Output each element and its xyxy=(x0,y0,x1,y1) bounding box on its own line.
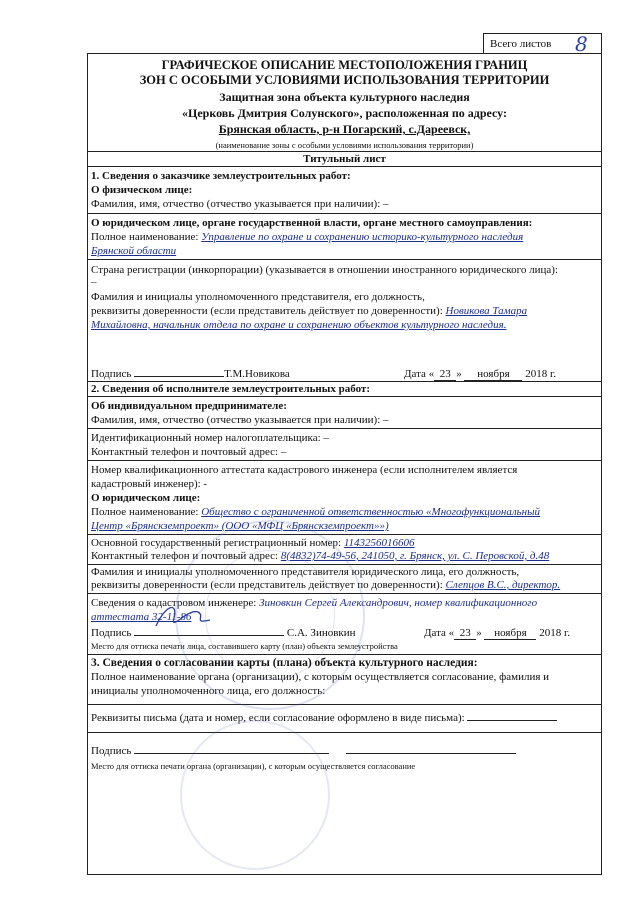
section1-individual-heading: О физическом лице: xyxy=(91,184,193,196)
section2-rep-value: Слепцов В.С., директор. xyxy=(445,579,561,591)
date-open: Дата « xyxy=(404,368,435,380)
total-sheets-box xyxy=(483,33,602,54)
date-day: 23 xyxy=(454,627,476,640)
section2-engineer-value: Зиновкин Сергей Александрович, номер квалификационного xyxy=(259,597,538,609)
section1-date xyxy=(404,368,556,381)
section2-contacts: Контактный телефон и почтовый адрес: – xyxy=(91,446,287,458)
seal-stamp-inner xyxy=(205,550,335,680)
date-year: 2018 г. xyxy=(539,627,570,639)
section2-full-name-value-cont: Центр «Брянскземпроект» (ООО «МФЦ «Брянскземпроект»») xyxy=(91,520,389,532)
section1-country-value: – xyxy=(91,276,97,288)
section2-contact-value: 8(4832)74-49-56, 241050, г. Брянск, ул. С. Перовской, д.48 xyxy=(280,550,550,562)
date-month: ноября xyxy=(484,627,536,640)
title-line-2: ЗОН С ОСОБЫМИ УСЛОВИЯМИ ИСПОЛЬЗОВАНИЯ ТЕРРИТОРИИ xyxy=(139,73,550,87)
section2-rep-line2-text: реквизиты доверенности (если представитель действует по доверенности): xyxy=(91,579,443,591)
divider xyxy=(87,213,602,214)
section2-heading: 2. Сведения об исполнителе землеустроительных работ: xyxy=(91,383,371,395)
section1-signature-line xyxy=(134,376,224,377)
section1-legal-heading: О юридическом лице, органе государственной власти, органе местного самоуправления: xyxy=(91,217,533,229)
section1-rep-value: Новикова Тамара xyxy=(445,305,528,317)
section2-ogrn-value: 1143256016606 xyxy=(343,537,415,549)
section2-signature-name: С.А. Зиновкин xyxy=(286,627,356,639)
divider xyxy=(87,259,602,260)
date-mid: » xyxy=(456,368,462,380)
divider xyxy=(87,396,602,397)
divider xyxy=(87,381,602,382)
divider xyxy=(87,732,602,733)
section1-full-name-value-cont: Брянской области xyxy=(91,245,177,257)
title-line-4: «Церковь Дмитрия Солунского», расположенная по адресу: xyxy=(182,106,507,120)
section2-engineer-label: Сведения о кадастровом инженере: xyxy=(91,597,257,609)
total-sheets-value: 8 xyxy=(575,32,588,56)
section1-signature-name: Т.М.Новикова xyxy=(224,368,290,380)
title-sheet-heading: Титульный лист xyxy=(303,153,386,165)
date-open: Дата « xyxy=(424,627,455,639)
section1-country-label: Страна регистрации (инкорпорации) (указывается в отношении иностранного юридического лица): xyxy=(91,264,558,276)
seal-stamp-2 xyxy=(180,720,330,870)
title-line-1: ГРАФИЧЕСКОЕ ОПИСАНИЕ МЕСТОПОЛОЖЕНИЯ ГРАНИЦ xyxy=(161,58,528,72)
section2-full-name xyxy=(91,506,540,518)
section3-org-line1: Полное наименование органа (организации), с которым осуществляется согласование, фамилия и xyxy=(91,671,550,683)
section2-stamp-caption: Место для оттиска печати лица, составившего карту (план) объекта землеустройства xyxy=(91,641,398,651)
section2-signature-label: Подпись xyxy=(91,627,132,639)
section2-cert-line1: Номер квалификационного аттестата кадастрового инженера (если исполнителем является xyxy=(91,464,518,476)
divider xyxy=(87,460,602,461)
divider xyxy=(87,166,602,167)
section1-rep-line2 xyxy=(91,305,527,317)
section1-individual-fio: Фамилия, имя, отчество (отчество указывается при наличии): – xyxy=(91,198,389,210)
section1-full-name xyxy=(91,231,523,243)
section2-contact-label: Контактный телефон и почтовый адрес: xyxy=(91,550,279,562)
section2-engineer-value-cont: аттестата 32-11-86 xyxy=(91,611,192,623)
title-line-5: Брянская область, р-н Погарский, с.Дареевск, xyxy=(218,122,471,136)
title-caption: (наименование зоны с особыми условиями использования территории) xyxy=(215,140,474,150)
section3-name-line xyxy=(346,753,516,754)
section3-stamp-caption: Место для оттиска печати органа (организации), с которым осуществляется согласование xyxy=(91,761,416,771)
date-day: 23 xyxy=(434,368,456,381)
section3-heading: 3. Сведения о согласовании карты (плана) объекта культурного наследия: xyxy=(91,657,478,669)
section1-signature-row xyxy=(91,368,290,380)
section2-inn: Идентификационный номер налогоплательщика: – xyxy=(91,432,329,444)
section2-ip-heading: Об индивидуальном предпринимателе: xyxy=(91,400,287,412)
section3-letter-label: Реквизиты письма (дата и номер, если согласование оформлено в виде письма): xyxy=(91,712,465,724)
section2-date xyxy=(424,627,570,640)
date-month: ноября xyxy=(464,368,522,381)
section3-org-line2: инициалы уполномоченного лица, его должность: xyxy=(91,685,326,697)
total-sheets-label: Всего листов xyxy=(490,38,552,50)
title-line-3: Защитная зона объекта культурного наследия xyxy=(219,90,470,104)
section1-signature-label: Подпись xyxy=(91,368,132,380)
date-mid: » xyxy=(476,627,482,639)
section1-full-name-label: Полное наименование: xyxy=(91,231,199,243)
section2-full-name-value: Общество с ограниченной ответственностью «Многофункциональный xyxy=(201,506,541,518)
divider xyxy=(87,704,602,705)
date-year: 2018 г. xyxy=(525,368,556,380)
divider xyxy=(87,428,602,429)
section1-heading: 1. Сведения о заказчике землеустроительных работ: xyxy=(91,170,351,182)
section1-full-name-value: Управление по охране и сохранению историко-культурного наследия xyxy=(201,231,524,243)
section2-cert-line2: кадастровый инженер): - xyxy=(91,478,208,490)
section3-signature-label: Подпись xyxy=(91,745,132,757)
divider xyxy=(87,151,602,152)
section1-rep-line1: Фамилия и инициалы уполномоченного представителя, его должность, xyxy=(91,291,425,303)
section3-letter-line xyxy=(467,720,557,721)
section1-rep-line2-text: реквизиты доверенности (если представитель действует по доверенности): xyxy=(91,305,443,317)
section2-full-name-label: Полное наименование: xyxy=(91,506,199,518)
section2-ip-fio: Фамилия, имя, отчество (отчество указывается при наличии): – xyxy=(91,414,389,426)
section2-rep-line1: Фамилия и инициалы уполномоченного представителя юридического лица, его должность, xyxy=(91,566,520,578)
section2-ogrn-label: Основной государственный регистрационный номер: xyxy=(91,537,342,549)
divider xyxy=(87,534,602,535)
section1-rep-value-cont: Михайловна, начальник отдела по охране и сохранению объектов культурного наследия. xyxy=(91,319,507,331)
section3-letter xyxy=(91,712,557,724)
section2-legal-heading: О юридическом лице: xyxy=(91,492,201,504)
